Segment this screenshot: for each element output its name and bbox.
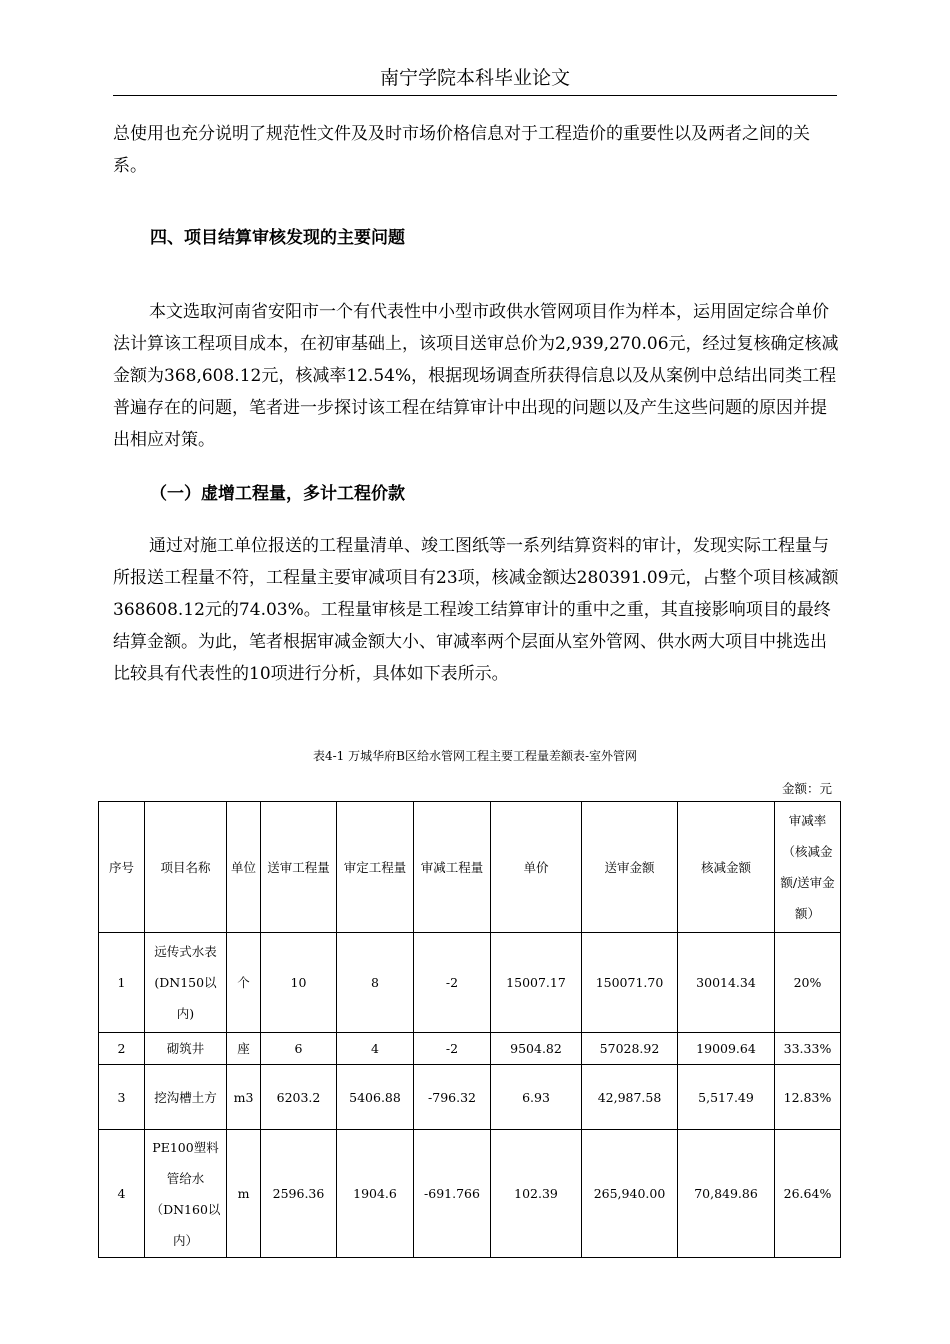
cell-submitted-amount: 150071.70 bbox=[582, 933, 678, 1033]
cell-reduced-qty: -691.766 bbox=[414, 1130, 491, 1258]
paragraph-analysis-text: 通过对施工单位报送的工程量清单、竣工图纸等一系列结算资料的审计，发现实际工程量与所报送工程量不符，工程量主要审减项目有23项，核减金额达280391.09元，占整个项目核减额368608.12元的74.03%。工程量审核是工程竣工结算审计的重中之重，其直接影响项目的最终结算金额。为此，笔者根据审减金额大小、审减率两个层面从室外管网、供水两大项目中挑选出比较具有代表性的10项进行分析，具体如下表所示。 bbox=[113, 536, 839, 684]
cell-approved-qty: 4 bbox=[337, 1033, 414, 1065]
cell-price: 6.93 bbox=[491, 1065, 582, 1130]
cell-reduced-amount: 70,849.86 bbox=[678, 1130, 775, 1258]
subsection-heading: （一）虚增工程量，多计工程价款 bbox=[150, 484, 405, 504]
quantity-difference-table bbox=[98, 801, 841, 1258]
cell-submitted-qty: 6203.2 bbox=[261, 1065, 337, 1130]
cell-unit: m3 bbox=[227, 1065, 261, 1130]
table-row bbox=[99, 1130, 841, 1258]
cell-reduced-qty: -2 bbox=[414, 933, 491, 1033]
cell-reduced-qty: -796.32 bbox=[414, 1065, 491, 1130]
paragraph-continued: 总使用也充分说明了规范性文件及及时市场价格信息对于工程造价的重要性以及两者之间的关系。 bbox=[113, 124, 810, 176]
cell-submitted-qty: 6 bbox=[261, 1033, 337, 1065]
cell-unit: 座 bbox=[227, 1033, 261, 1065]
cell-rate: 33.33% bbox=[775, 1033, 841, 1065]
header-reduced-amount: 核减金额 bbox=[678, 802, 775, 933]
cell-approved-qty: 1904.6 bbox=[337, 1130, 414, 1258]
table-unit-note: 金额：元 bbox=[781, 781, 832, 796]
cell-unit: m bbox=[227, 1130, 261, 1258]
cell-name: 砌筑井 bbox=[145, 1033, 227, 1065]
cell-submitted-amount: 57028.92 bbox=[582, 1033, 678, 1065]
cell-submitted-amount: 42,987.58 bbox=[582, 1065, 678, 1130]
cell-rate: 20% bbox=[775, 933, 841, 1033]
cell-seq: 3 bbox=[99, 1065, 145, 1130]
paragraph-intro-text: 本文选取河南省安阳市一个有代表性中小型市政供水管网项目作为样本，运用固定综合单价法计算该工程项目成本，在初审基础上，该项目送审总价为2,939,270.06元，经过复核确定核减金额为368,608.12元，核减率12.54%，根据现场调查所获得信息以及从案例中总结出同类工程普遍存在的问题，笔者进一步探讨该工程在结算审计中出现的问题以及产生这些问题的原因并提出相应对策。 bbox=[113, 302, 839, 450]
header-reduced-qty: 审减工程量 bbox=[414, 802, 491, 933]
cell-submitted-qty: 10 bbox=[261, 933, 337, 1033]
cell-reduced-qty: -2 bbox=[414, 1033, 491, 1065]
table-row bbox=[99, 1065, 841, 1130]
cell-price: 102.39 bbox=[491, 1130, 582, 1258]
cell-seq: 2 bbox=[99, 1033, 145, 1065]
cell-unit: 个 bbox=[227, 933, 261, 1033]
cell-price: 9504.82 bbox=[491, 1033, 582, 1065]
paragraph-intro bbox=[113, 296, 839, 456]
cell-price: 15007.17 bbox=[491, 933, 582, 1033]
table-row bbox=[99, 1033, 841, 1065]
paragraph-analysis bbox=[113, 530, 839, 690]
cell-seq: 1 bbox=[99, 933, 145, 1033]
header-name: 项目名称 bbox=[145, 802, 227, 933]
cell-seq: 4 bbox=[99, 1130, 145, 1258]
header-price: 单价 bbox=[491, 802, 582, 933]
cell-reduced-amount: 5,517.49 bbox=[678, 1065, 775, 1130]
cell-submitted-amount: 265,940.00 bbox=[582, 1130, 678, 1258]
header-submitted-qty: 送审工程量 bbox=[261, 802, 337, 933]
cell-name: PE100塑料管给水（DN160以内） bbox=[145, 1130, 227, 1258]
cell-rate: 26.64% bbox=[775, 1130, 841, 1258]
header-submitted-amount: 送审金额 bbox=[582, 802, 678, 933]
header-seq: 序号 bbox=[99, 802, 145, 933]
cell-reduced-amount: 30014.34 bbox=[678, 933, 775, 1033]
header-approved-qty: 审定工程量 bbox=[337, 802, 414, 933]
table-row bbox=[99, 933, 841, 1033]
cell-rate: 12.83% bbox=[775, 1065, 841, 1130]
header-rule bbox=[113, 95, 837, 96]
section-heading: 四、项目结算审核发现的主要问题 bbox=[150, 228, 405, 248]
header-unit: 单位 bbox=[227, 802, 261, 933]
table-caption: 表4-1 万城华府B区给水管网工程主要工程量差额表-室外管网 bbox=[312, 749, 637, 763]
cell-approved-qty: 8 bbox=[337, 933, 414, 1033]
cell-submitted-qty: 2596.36 bbox=[261, 1130, 337, 1258]
header-rate: 审减率（核减金额/送审金额） bbox=[775, 802, 841, 933]
table-header-row bbox=[99, 802, 841, 933]
cell-name: 挖沟槽土方 bbox=[145, 1065, 227, 1130]
cell-name: 远传式水表(DN150以内) bbox=[145, 933, 227, 1033]
page-header: 南宁学院本科毕业论文 bbox=[379, 67, 570, 89]
cell-approved-qty: 5406.88 bbox=[337, 1065, 414, 1130]
cell-reduced-amount: 19009.64 bbox=[678, 1033, 775, 1065]
